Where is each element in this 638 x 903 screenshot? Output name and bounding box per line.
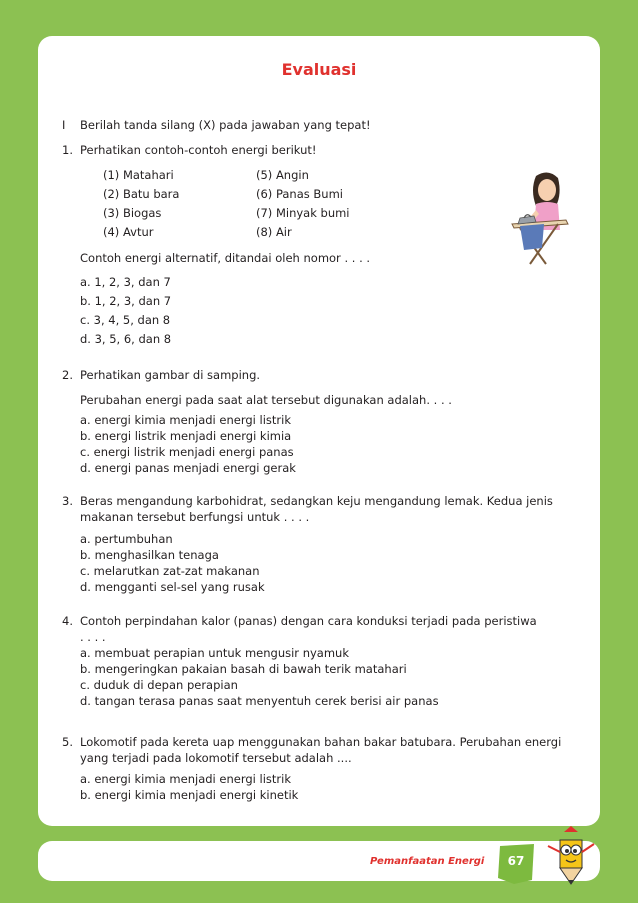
q1-list-item: (6) Panas Bumi [256, 187, 343, 201]
mascot-pupil [565, 849, 569, 853]
q3-number: 3. [62, 494, 73, 508]
q1-list-item: (3) Biogas [103, 206, 162, 220]
face [538, 179, 556, 201]
q1-option-b: b. 1, 2, 3, dan 7 [80, 294, 172, 308]
q4-text-line: Contoh perpindahan kalor (panas) dengan cara konduksi terjadi pada peristiwa [80, 614, 537, 628]
q1-number: 1. [62, 143, 73, 157]
ironing-girl-illustration [506, 168, 582, 268]
q4-option-c: c. duduk di depan perapian [80, 678, 238, 692]
q1-question: Contoh energi alternatif, ditandai oleh nomor . . . . [80, 251, 371, 265]
page-number: 67 [507, 854, 525, 868]
q1-option-a: a. 1, 2, 3, dan 7 [80, 275, 171, 289]
q4-option-a: a. membuat perapian untuk mengusir nyamuk [80, 646, 349, 660]
clothes [520, 224, 544, 250]
q1-list-item: (1) Matahari [103, 168, 174, 182]
q2-option-a: a. energi kimia menjadi energi listrik [80, 413, 291, 427]
pencil-lead [568, 880, 574, 884]
q5-text-line: yang terjadi pada lokomotif tersebut adalah .... [80, 751, 352, 765]
q1-list-item: (2) Batu bara [103, 187, 180, 201]
mascot-hat [564, 826, 578, 832]
page-title: Evaluasi [281, 60, 357, 79]
q1-list-item: (4) Avtur [103, 225, 154, 239]
q4-option-d: d. tangan terasa panas saat menyentuh cerek berisi air panas [80, 694, 439, 708]
mascot-pupil [573, 849, 577, 853]
q3-text-line: makanan tersebut berfungsi untuk . . . . [80, 510, 310, 524]
instruction-text: Berilah tanda silang (X) pada jawaban yang tepat! [80, 118, 371, 132]
q2-option-c: c. energi listrik menjadi energi panas [80, 445, 294, 459]
q1-option-c: c. 3, 4, 5, dan 8 [80, 313, 171, 327]
q3-text-line: Beras mengandung karbohidrat, sedangkan keju mengandung lemak. Kedua jenis [80, 494, 553, 508]
q2-option-d: d. energi panas menjadi energi gerak [80, 461, 296, 475]
q5-option-a: a. energi kimia menjadi energi listrik [80, 772, 291, 786]
q4-text-line: . . . . [80, 630, 106, 644]
q2-text: Perhatikan gambar di samping. [80, 368, 261, 382]
q2-number: 2. [62, 368, 73, 382]
q2-question: Perubahan energi pada saat alat tersebut digunakan adalah. . . . [80, 393, 452, 407]
q3-option-c: c. melarutkan zat-zat makanan [80, 564, 260, 578]
q3-option-a: a. pertumbuhan [80, 532, 173, 546]
q5-text-line: Lokomotif pada kereta uap menggunakan bahan bakar batubara. Perubahan energi [80, 735, 562, 749]
q5-option-b: b. energi kimia menjadi energi kinetik [80, 788, 299, 802]
q1-option-d: d. 3, 5, 6, dan 8 [80, 332, 172, 346]
q3-option-b: b. menghasilkan tenaga [80, 548, 219, 562]
q3-option-d: d. mengganti sel-sel yang rusak [80, 580, 265, 594]
q4-number: 4. [62, 614, 73, 628]
q4-option-b: b. mengeringkan pakaian basah di bawah terik matahari [80, 662, 407, 676]
q1-text: Perhatikan contoh-contoh energi berikut! [80, 143, 317, 157]
mascot-arm [548, 846, 560, 852]
q1-list-item: (5) Angin [256, 168, 309, 182]
chapter-title: Pemanfaatan Energi [370, 856, 485, 867]
q2-option-b: b. energi listrik menjadi energi kimia [80, 429, 292, 443]
instruction-number: I [62, 118, 66, 132]
q1-list-item: (7) Minyak bumi [256, 206, 350, 220]
q1-list-item: (8) Air [256, 225, 292, 239]
mascot-arm [582, 844, 594, 852]
q5-number: 5. [62, 735, 73, 749]
pencil-mascot-icon [540, 826, 602, 888]
